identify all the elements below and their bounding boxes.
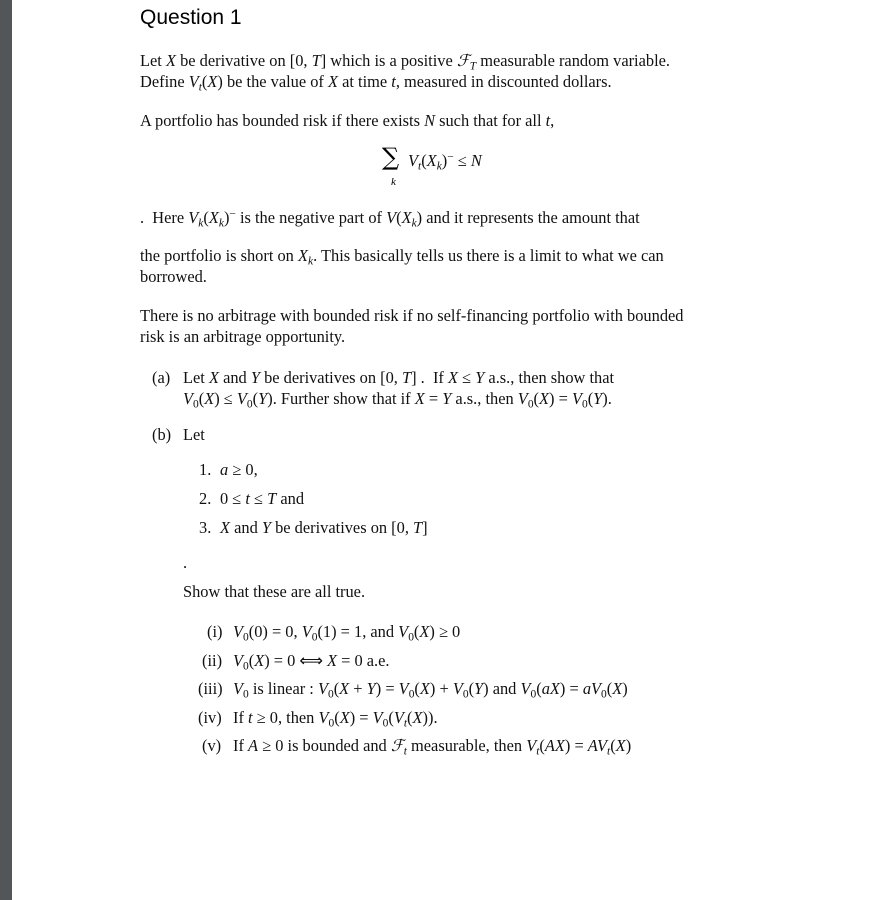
no-arbitrage-line-2: risk is an arbitrage opportunity.	[140, 327, 346, 346]
part-b-label: (b)	[152, 425, 172, 444]
claim-iii: $V_0$ is linear : $V_0(X + Y) = V_0(X) + V_0(Y)$ and $V_0(aX) = aV_0(X)$	[233, 679, 628, 701]
no-arbitrage-line-1: There is no arbitrage with bounded risk if no self-financing portfolio with bounded	[140, 306, 684, 325]
claim-ii: $V_0(X) = 0$ ⟺ X = 0 a.e.	[233, 651, 390, 673]
show-statement: Show that these are all true.	[183, 582, 366, 601]
condition-2-number: 2.	[199, 489, 212, 508]
trailing-period: .	[183, 553, 188, 572]
bounded-risk-definition: A portfolio has bounded risk if there exists N such that for all t,	[140, 111, 555, 130]
summation-symbol: ∑	[382, 143, 400, 171]
condition-3: X and Y be derivatives on [0, T]	[220, 518, 428, 537]
claim-v-number: (v)	[202, 736, 222, 755]
claim-iii-number: (iii)	[198, 679, 223, 698]
negative-part-line-2: the portfolio is short on $X_k$. This basically tells us there is a limit to what we can	[140, 246, 664, 268]
summation-index: k	[391, 176, 396, 188]
summand: $V_t(X_k)^- \le N$	[408, 151, 482, 173]
part-a-line-2: $V_0(X) \le V_0(Y)$. Further show that if X = Y a.s., then $V_0(X) = V_0(Y)$.	[183, 389, 612, 411]
claim-ii-number: (ii)	[202, 651, 223, 670]
intro-line-2: Define $V_t(X)$ be the value of X at time t, measured in discounted dollars.	[140, 72, 612, 94]
condition-3-number: 3.	[199, 518, 212, 537]
negative-part-line-1: . Here $V_k(X_k)^-$ is the negative part of $V(X_k)$ and it represents the amount that	[140, 208, 640, 230]
intro-line-1: Let X be derivative on [0, T] which is a positive ℱ$_T$ measurable random variable.	[140, 51, 671, 73]
part-b-lead: Let	[183, 425, 205, 444]
question-title: Question 1	[140, 6, 242, 29]
claim-iv-number: (iv)	[198, 708, 222, 727]
part-a-line-1: Let X and Y be derivatives on [0, T] . If X ≤ Y a.s., then show that	[183, 368, 615, 387]
condition-2: 0 ≤ t ≤ T and	[220, 489, 305, 508]
claim-i: $V_0(0) = 0$, $V_0(1) = 1$, and $V_0(X) \ge 0$	[233, 622, 461, 644]
negative-part-line-3: borrowed.	[140, 267, 207, 286]
claim-iv: If t ≥ 0, then $V_0(X) = V_0(V_t(X))$.	[233, 708, 438, 730]
condition-1: a ≥ 0,	[220, 460, 258, 479]
part-a-label: (a)	[152, 368, 171, 387]
condition-1-number: 1.	[199, 460, 212, 479]
claim-i-number: (i)	[207, 622, 223, 641]
claim-v: If A ≥ 0 is bounded and ℱ$_t$ measurable, then $V_t(AX) = AV_t(X)$	[233, 736, 632, 758]
document-page	[12, 0, 877, 900]
